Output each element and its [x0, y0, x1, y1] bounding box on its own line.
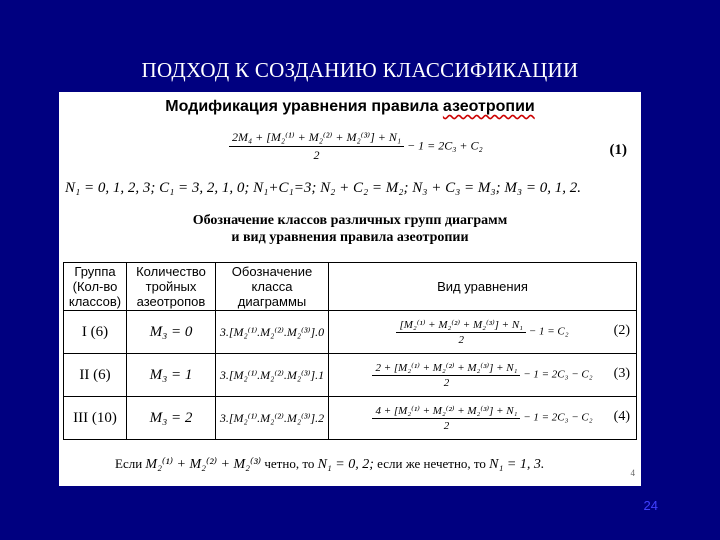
footnote-even-value: N₁ = 0, 2; [317, 457, 374, 472]
footnote-odd: если же нечетно, то [377, 456, 486, 471]
table-row [64, 397, 637, 440]
row-denominator: 2 [443, 420, 450, 432]
cell-symbol: 3.[M₂⁽¹⁾.M₂⁽²⁾.M₂⁽³⁾].1 [216, 354, 329, 397]
footnote-expression: M₂⁽¹⁾ + M₂⁽²⁾ + M₂⁽³⁾ [145, 457, 262, 472]
row-fraction [372, 361, 520, 389]
heading-underlined-word: азеотропии [442, 98, 535, 115]
row-numerator: [M₂⁽¹⁾ + M₂⁽²⁾ + M₂⁽³⁾] + N₁ [396, 318, 526, 333]
content-panel [59, 92, 641, 486]
table-header-row [64, 263, 637, 311]
row-rhs: − 1 = C₂ [528, 325, 569, 338]
footnote-even: четно, то [264, 456, 315, 471]
cell-equation [329, 397, 637, 440]
row-rhs: − 1 = 2C₃ − C₂ [523, 411, 593, 424]
subheading-line-2: и вид уравнения правила азеотропии [231, 230, 469, 245]
panel-heading [59, 98, 641, 116]
cell-equation [329, 311, 637, 354]
cell-group: II (6) [64, 354, 127, 397]
main-equation-denominator: 2 [313, 148, 320, 162]
footnote [115, 456, 544, 473]
row-fraction [396, 318, 526, 346]
main-equation-numerator: 2M₄ + [M₂⁽¹⁾ + M₂⁽²⁾ + M₂⁽³⁾] + N₁ [229, 130, 404, 147]
header-count: Количество тройных азеотропов [127, 263, 216, 311]
footnote-odd-value: N₁ = 1, 3. [489, 457, 545, 472]
row-tag: (2) [613, 323, 630, 338]
footnote-lead: Если [115, 456, 143, 471]
row-denominator: 2 [443, 377, 450, 389]
row-numerator: 2 + [M₂⁽¹⁾ + M₂⁽²⁾ + M₂⁽³⁾] + N₁ [372, 361, 520, 376]
page-number: 24 [643, 498, 658, 513]
slide-title: ПОДХОД К СОЗДАНИЮ КЛАССИФИКАЦИИ [141, 58, 579, 82]
cell-count: M₃ = 0 [127, 311, 216, 354]
panel-number: 4 [630, 468, 635, 478]
row-tag: (3) [613, 366, 630, 381]
main-equation-fraction [229, 130, 404, 163]
row-denominator: 2 [458, 334, 464, 346]
cell-equation [329, 354, 637, 397]
table-row [64, 311, 637, 354]
table-subheading [59, 212, 641, 246]
header-symbol: Обозначение класса диаграммы [216, 263, 329, 311]
cell-count: M₃ = 1 [127, 354, 216, 397]
row-fraction [372, 404, 520, 432]
cell-symbol: 3.[M₂⁽¹⁾.M₂⁽²⁾.M₂⁽³⁾].2 [216, 397, 329, 440]
header-equation: Вид уравнения [329, 263, 637, 311]
main-equation [229, 130, 483, 163]
header-group: Группа (Кол-во классов) [64, 263, 127, 311]
main-equation-tag: (1) [609, 142, 627, 158]
classification-table [63, 262, 637, 440]
cell-count: M₃ = 2 [127, 397, 216, 440]
main-equation-rhs: − 1 = 2C₃ + C₂ [407, 138, 483, 153]
row-numerator: 4 + [M₂⁽¹⁾ + M₂⁽²⁾ + M₂⁽³⁾] + N₁ [372, 404, 520, 419]
cell-group: III (10) [64, 397, 127, 440]
cell-group: I (6) [64, 311, 127, 354]
row-tag: (4) [613, 409, 630, 424]
table-row [64, 354, 637, 397]
heading-text: Модификация уравнения правила [165, 98, 443, 115]
values-line: N₁ = 0, 1, 2, 3; C₁ = 3, 2, 1, 0; N₁+C₁=3; N₂ + C₂ = M₂; N₃ + C₃ = M₃; M₃ = 0, 1, 2. [65, 180, 581, 196]
row-rhs: − 1 = 2C₃ − C₂ [523, 368, 593, 381]
cell-symbol: 3.[M₂⁽¹⁾.M₂⁽²⁾.M₂⁽³⁾].0 [216, 311, 329, 354]
subheading-line-1: Обозначение классов различных групп диаграмм [192, 213, 508, 228]
